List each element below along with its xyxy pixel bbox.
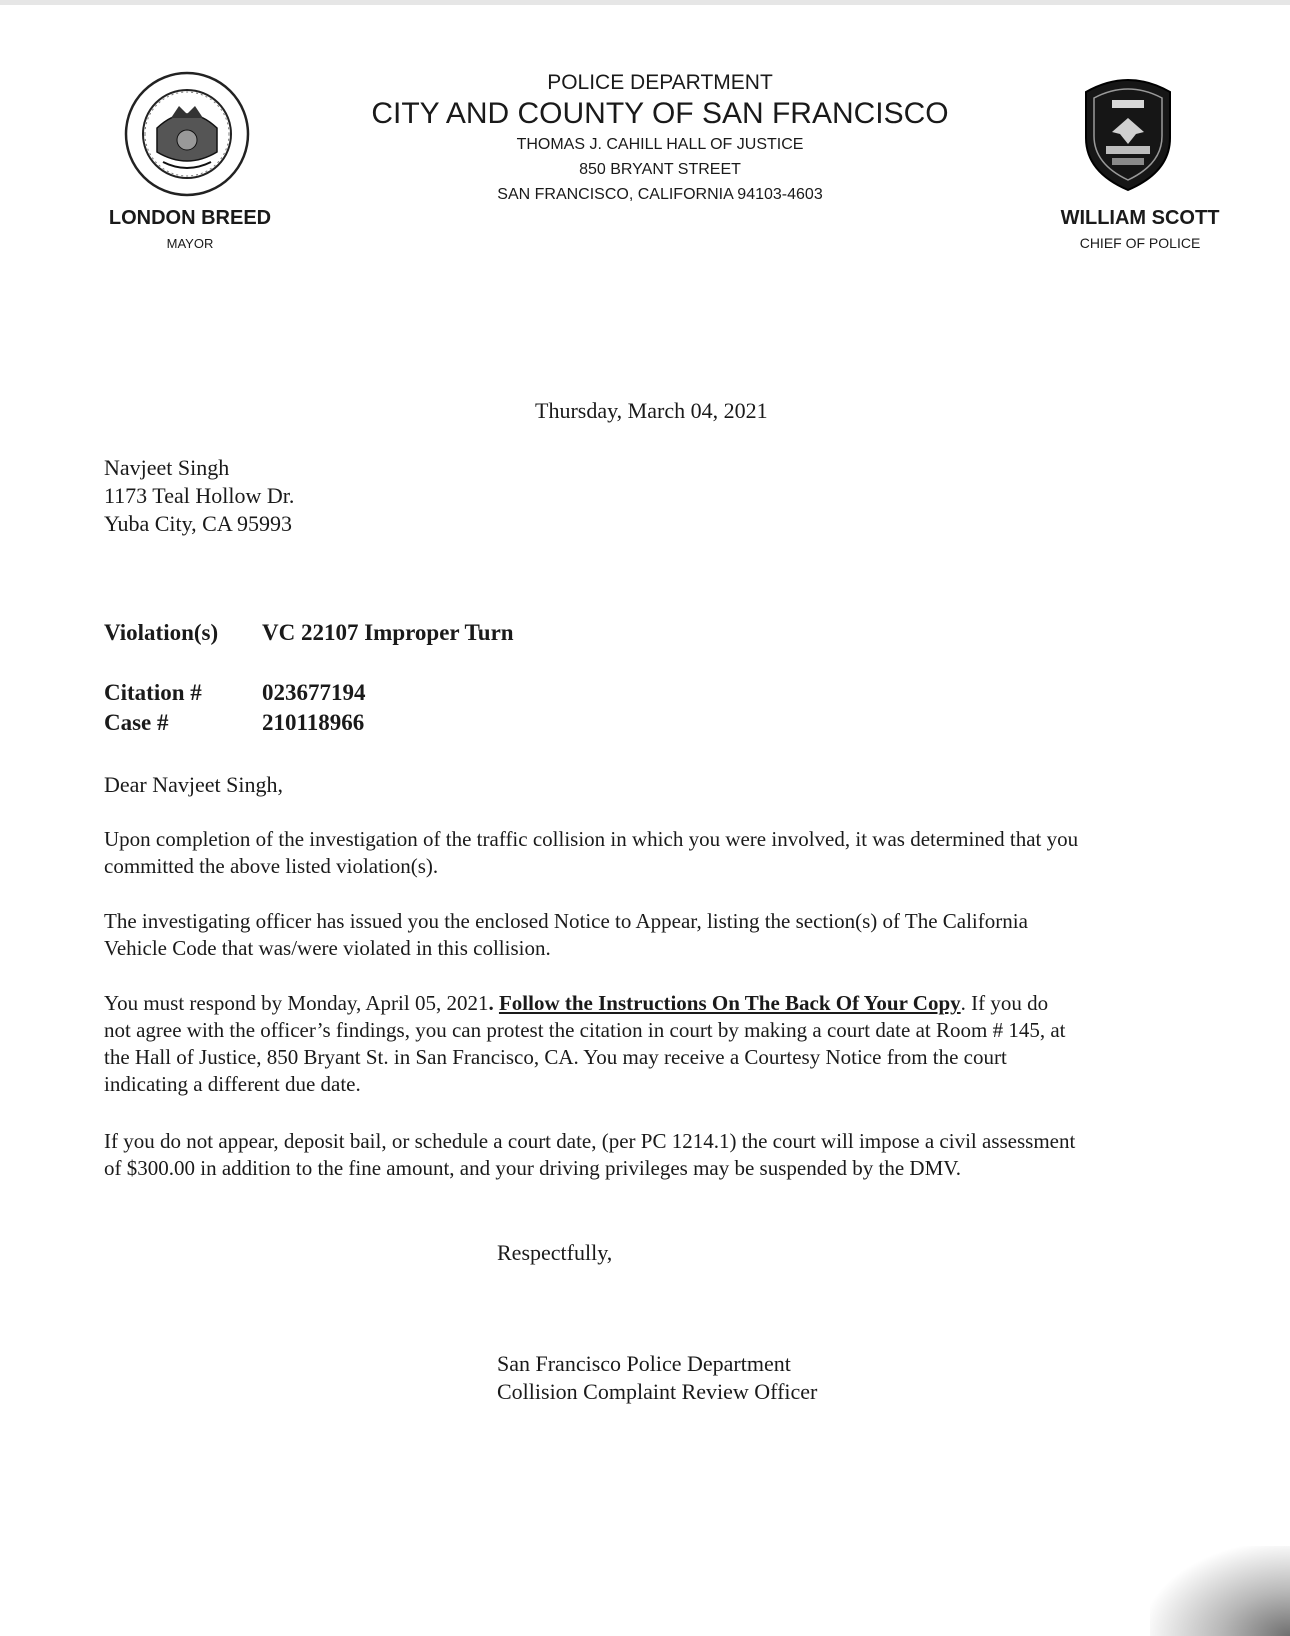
city-state-zip: SAN FRANCISCO, CALIFORNIA 94103-4603 — [497, 186, 823, 203]
paragraph-line — [104, 990, 1065, 1017]
respond-period: . — [488, 991, 499, 1015]
paragraph-line: The investigating officer has issued you the enclosed Notice to Appear, listing the section(s) of The California — [104, 909, 1028, 933]
paragraph-respond — [104, 990, 1065, 1098]
letter-date: Thursday, March 04, 2021 — [535, 398, 768, 423]
hall-name: THOMAS J. CAHILL HALL OF JUSTICE — [516, 136, 804, 153]
scan-top-edge — [0, 0, 1290, 5]
mayor-name: LONDON BREED — [108, 207, 272, 229]
letterhead — [340, 70, 980, 207]
instructions-emphasis: Follow the Instructions On The Back Of Your Copy — [498, 991, 961, 1015]
recipient-address-line2: Yuba City, CA 95993 — [104, 511, 293, 536]
page-corner-shadow — [1150, 1546, 1290, 1636]
paragraph-penalty — [104, 1128, 1075, 1182]
paragraph-investigation — [104, 826, 1078, 880]
recipient-block — [104, 454, 294, 538]
department-name: POLICE DEPARTMENT — [547, 71, 773, 94]
paragraph-line: the Hall of Justice, 850 Bryant St. in San Francisco, CA. You may receive a Courtesy Notice from the court — [104, 1045, 1007, 1069]
paragraph-line: committed the above listed violation(s). — [104, 854, 439, 878]
city-seal-icon — [123, 70, 251, 198]
chief-title: CHIEF OF POLICE — [1079, 235, 1201, 251]
citation-label: Citation # — [104, 680, 202, 705]
chief-name: WILLIAM SCOTT — [1060, 207, 1220, 229]
paragraph-line: If you do not appear, deposit bail, or schedule a court date, (per PC 1214.1) the court will impose a civil assessment — [104, 1129, 1076, 1153]
citation-value: 023677194 — [262, 680, 366, 705]
closing: Respectfully, — [497, 1240, 613, 1265]
recipient-address-line1: 1173 Teal Hollow Dr. — [104, 483, 295, 508]
respond-date-text: You must respond by Monday, April 05, 2021 — [104, 991, 489, 1015]
street-address: 850 BRYANT STREET — [579, 161, 741, 178]
case-label: Case # — [104, 710, 169, 735]
violation-label: Violation(s) — [104, 620, 219, 645]
police-badge-icon — [1078, 72, 1178, 192]
paragraph-line: of $300.00 in addition to the fine amount, and your driving privileges may be suspended by the DMV. — [104, 1156, 961, 1180]
violation-value: VC 22107 Improper Turn — [262, 620, 514, 645]
case-value: 210118966 — [262, 710, 365, 735]
respond-continuation: . If you do — [960, 991, 1049, 1015]
paragraph-line: Upon completion of the investigation of the traffic collision in which you were involved, it was determined that you — [104, 827, 1079, 851]
salutation: Dear Navjeet Singh, — [104, 772, 283, 797]
signer-title: Collision Complaint Review Officer — [497, 1379, 818, 1404]
paragraph-line: not agree with the officer’s findings, you can protest the citation in court by making a court date at Room # 145, at — [104, 1018, 1066, 1042]
signer-department: San Francisco Police Department — [497, 1351, 791, 1376]
paragraph-line: indicating a different due date. — [104, 1072, 361, 1096]
mayor-title: MAYOR — [166, 236, 214, 251]
paragraph-line: Vehicle Code that was/were violated in this collision. — [104, 936, 551, 960]
signature-block — [497, 1350, 817, 1406]
city-name: CITY AND COUNTY OF SAN FRANCISCO — [371, 97, 949, 130]
paragraph-notice — [104, 908, 1028, 962]
recipient-name: Navjeet Singh — [104, 455, 230, 480]
